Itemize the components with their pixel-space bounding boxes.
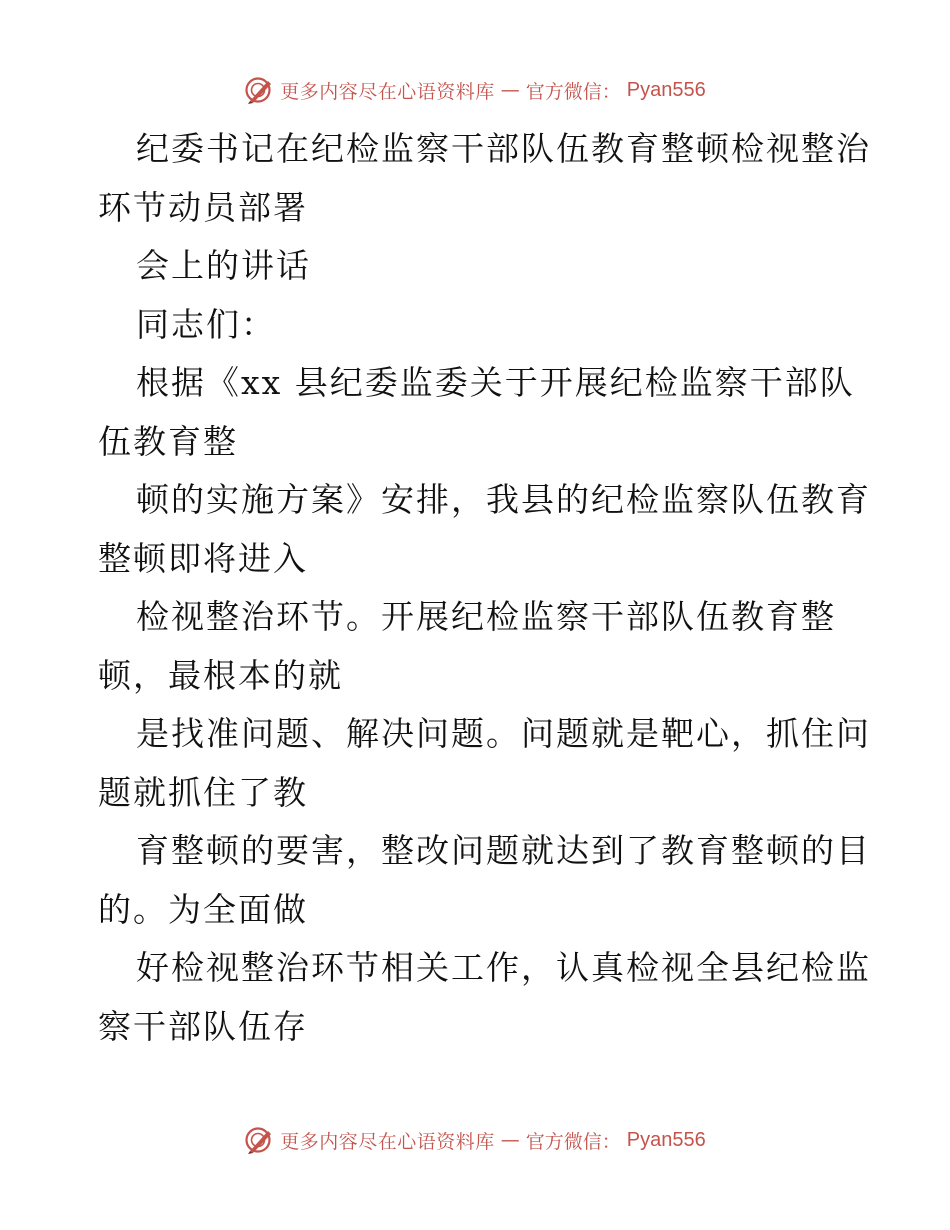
red-pen-logo-icon — [244, 75, 274, 105]
paragraph-line: 伍教育整 — [98, 421, 238, 461]
red-pen-logo-icon — [244, 1125, 274, 1155]
paragraph-line: 的。为全面做 — [98, 889, 308, 929]
banner-dash: — — [500, 79, 520, 101]
header-banner-inner — [244, 75, 706, 105]
banner-wechat-id: Pyan556 — [626, 1128, 706, 1151]
paragraph-line: 检视整治环节。开展纪检监察干部队伍教育整 — [136, 597, 836, 636]
header-banner — [0, 70, 950, 110]
banner-wechat-label: 官方微信： — [525, 1130, 621, 1153]
paragraph-line: 是找准问题、解决问题。问题就是靶心，抓住问 — [136, 714, 871, 753]
salutation: 同志们： — [136, 304, 276, 344]
paragraph-line: 根据《xx 县纪委监委关于开展纪检监察干部队 — [136, 363, 855, 402]
document-body — [98, 120, 871, 1056]
banner-site-text: 更多内容尽在心语资料库 — [280, 80, 495, 103]
paragraph-line: 顿，最根本的就 — [98, 655, 343, 695]
banner-wechat-id: Pyan556 — [626, 78, 706, 101]
paragraph-line: 题就抓住了教 — [98, 772, 308, 812]
title-line-1: 纪委书记在纪检监察干部队伍教育整顿检视整治 — [136, 129, 871, 168]
title-line-3: 会上的讲话 — [136, 246, 311, 285]
footer-banner — [0, 1120, 950, 1160]
title-line-2: 环节动员部署 — [98, 187, 308, 227]
paragraph-line: 整顿即将进入 — [98, 538, 308, 578]
banner-site-text: 更多内容尽在心语资料库 — [280, 1130, 495, 1153]
paragraph-line: 好检视整治环节相关工作，认真检视全县纪检监 — [136, 948, 871, 987]
paragraph-line: 顿的实施方案》安排，我县的纪检监察队伍教育 — [136, 480, 871, 519]
paragraph-line: 育整顿的要害，整改问题就达到了教育整顿的目 — [136, 831, 871, 870]
banner-dash: — — [500, 1129, 520, 1151]
footer-banner-inner — [244, 1125, 706, 1155]
banner-wechat-label: 官方微信： — [525, 80, 621, 103]
paragraph-line: 察干部队伍存 — [98, 1006, 308, 1046]
